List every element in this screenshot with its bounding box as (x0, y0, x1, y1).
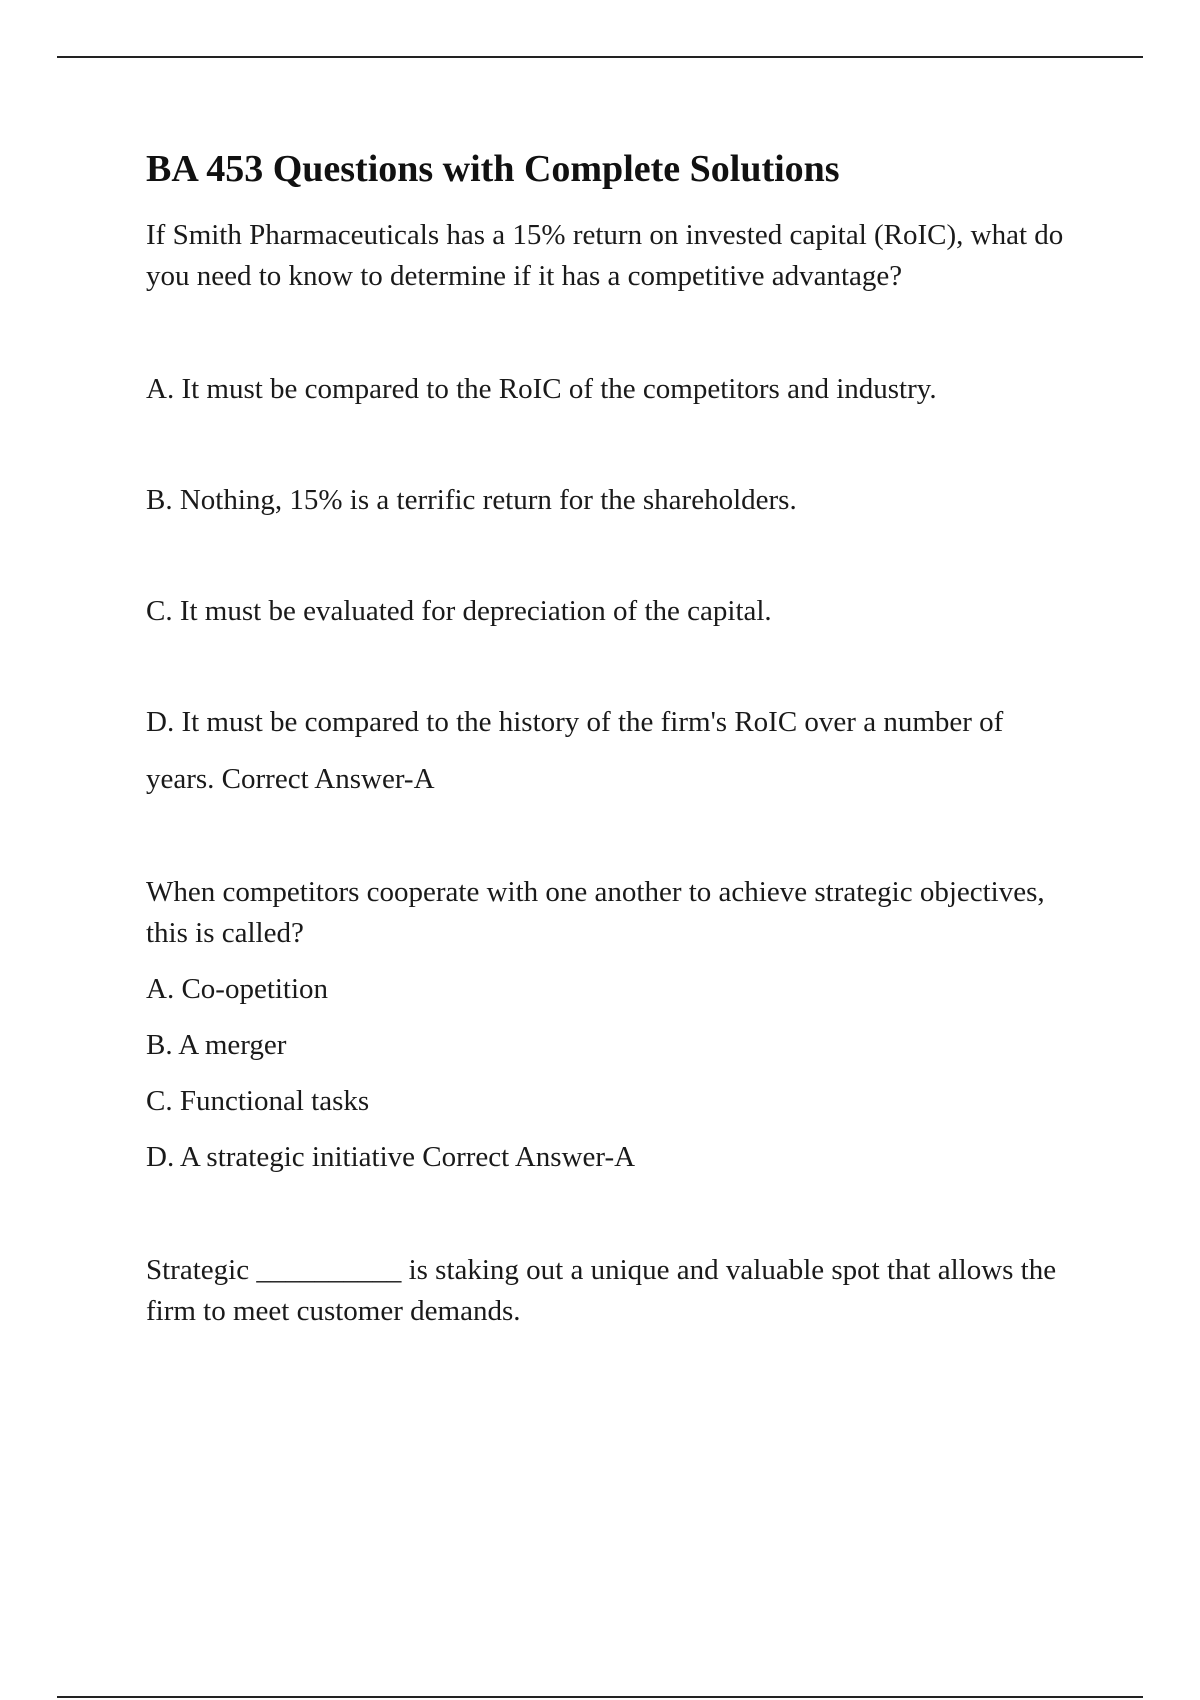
question-1-option-c: C. It must be evaluated for depreciation of the capital. (146, 595, 772, 627)
document-title: BA 453 Questions with Complete Solutions (146, 148, 840, 190)
question-1-option-d-continued: years. Correct Answer-A (146, 763, 435, 795)
question-2-option-b: B. A merger (146, 1029, 287, 1061)
question-2-option-c: C. Functional tasks (146, 1085, 370, 1117)
question-3-text: Strategic __________ is staking out a unique and valuable spot that allows the firm to meet customer demands. (146, 1254, 1057, 1327)
question-2-option-a: A. Co-opetition (146, 973, 329, 1005)
question-1-option-a: A. It must be compared to the RoIC of the competitors and industry. (146, 373, 937, 405)
header-rule (57, 56, 1143, 58)
document-body (146, 145, 1076, 1332)
question-2-option-d: D. A strategic initiative Correct Answer-A (146, 1141, 636, 1173)
question-1-text: If Smith Pharmaceuticals has a 15% return on invested capital (RoIC), what do you need to know to determine if it has a competitive advantage? (146, 219, 1064, 292)
question-2-text: When competitors cooperate with one another to achieve strategic objectives, this is called? (146, 876, 1045, 949)
footer-rule (57, 1696, 1143, 1698)
question-1-option-b: B. Nothing, 15% is a terrific return for the shareholders. (146, 484, 797, 516)
question-1-option-d: D. It must be compared to the history of the firm's RoIC over a number of (146, 706, 1004, 738)
